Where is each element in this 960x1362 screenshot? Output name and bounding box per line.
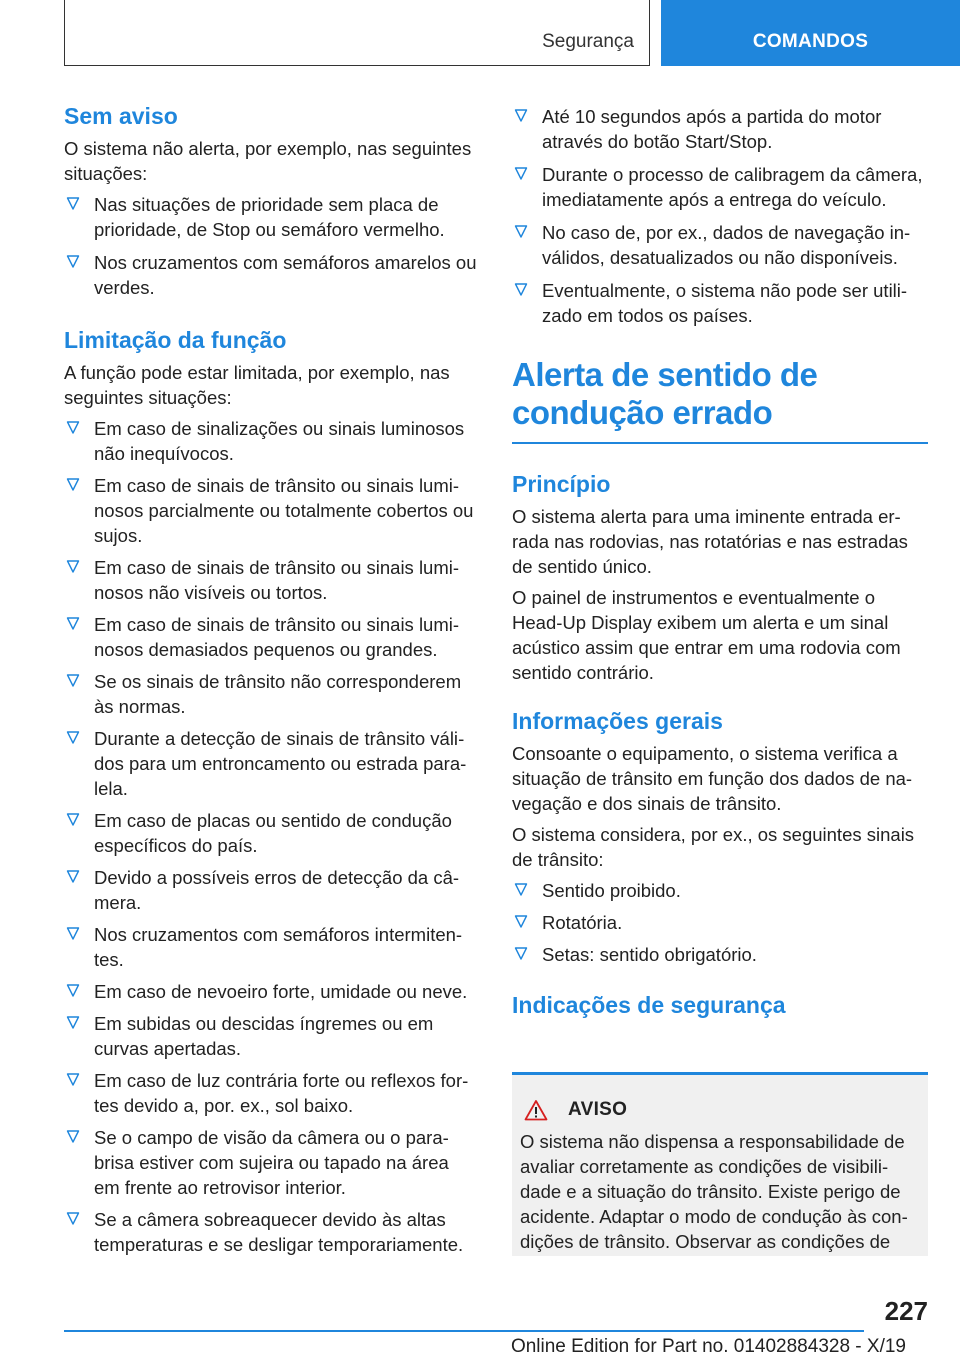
heading-limitacao: Limitação da função — [64, 327, 287, 353]
list-item — [64, 669, 478, 719]
list-item-text: Nos cruzamentos com semáforos amarelos ou verdes. — [94, 252, 477, 298]
main-heading: Alerta de sentido de condução errado — [512, 356, 818, 431]
list-item-text: Em caso de sinais de trânsito ou sinais luminosos parcialmente ou totalmente cobertos ou sujos. — [94, 475, 474, 546]
list-item — [64, 1207, 478, 1257]
triangle-bullet-icon — [514, 914, 528, 930]
sem-aviso-intro: O sistema não alerta, por exemplo, nas seguintes situações: — [64, 138, 472, 184]
principio-p2: O painel de instrumentos e eventualmente o Head-Up Display exibem um alerta e um sinal acústico assim que entrar em uma rodovia com sentido contrário. — [512, 586, 901, 683]
info-p1: Consoante o equipamento, o sistema verifica a situação de trânsito em função dos dados de navegação e dos sinais de trânsito. — [512, 742, 913, 814]
list-item — [64, 555, 478, 605]
heading-principio: Princípio — [512, 470, 611, 497]
triangle-bullet-icon — [66, 420, 80, 436]
sem-aviso-list — [64, 192, 478, 300]
triangle-bullet-icon — [66, 673, 80, 689]
right-column — [512, 100, 928, 1021]
list-item — [64, 726, 478, 801]
list-item — [512, 942, 928, 967]
header-section-title: Segurança — [542, 31, 634, 52]
list-item-text: Devido a possíveis erros de detecção da câmera. — [94, 867, 460, 913]
list-item-text: Se a câmera sobreaquecer devido às altas temperaturas e se desligar temporariamente. — [94, 1209, 464, 1255]
list-item — [512, 878, 928, 903]
triangle-bullet-icon — [66, 1072, 80, 1088]
footer-rule — [64, 1330, 864, 1332]
warning-triangle-icon — [524, 1099, 548, 1121]
list-item — [64, 473, 478, 548]
list-item — [64, 1068, 478, 1118]
heading-sem-aviso: Sem aviso — [64, 103, 178, 129]
limitacao-intro: A função pode estar limitada, por exemplo, nas seguintes situações: — [64, 362, 450, 408]
list-item-text: Em caso de sinalizações ou sinais luminosos não inequívocos. — [94, 418, 465, 464]
heading-seguranca: Indicações de segurança — [512, 991, 786, 1018]
triangle-bullet-icon — [66, 196, 80, 212]
footer-edition: Online Edition for Part no. 01402884328 - X/19 — [510, 1336, 906, 1357]
list-item-text: Em caso de luz contrária forte ou reflexos fortes devido a, por. ex., sol baixo. — [94, 1070, 469, 1116]
list-item-text: Durante a detecção de sinais de trânsito válidos para um entroncamento ou estrada paralela. — [94, 728, 467, 799]
list-item-text: Nas situações de prioridade sem placa de prioridade, de Stop ou semáforo vermelho. — [94, 194, 445, 240]
list-item — [64, 922, 478, 972]
triangle-bullet-icon — [66, 1211, 80, 1227]
list-item-text: Se o campo de visão da câmera ou o para-brisa estiver com sujeira ou tapado na área em frente ao retrovisor interior. — [94, 1127, 449, 1198]
info-p2: O sistema considera, por ex., os seguintes sinais de trânsito: — [512, 823, 915, 870]
header-chapter-tab: COMANDOS — [661, 0, 960, 66]
left-column — [64, 100, 478, 1257]
warning-title: AVISO — [568, 1099, 628, 1120]
list-item-text: Eventualmente, o sistema não pode ser utilizado em todos os países. — [542, 280, 908, 326]
triangle-bullet-icon — [514, 282, 528, 298]
triangle-bullet-icon — [514, 946, 528, 962]
triangle-bullet-icon — [66, 983, 80, 999]
list-item — [64, 416, 478, 466]
triangle-bullet-icon — [66, 616, 80, 632]
triangle-bullet-icon — [66, 1129, 80, 1145]
list-item — [64, 192, 478, 242]
warning-text: O sistema não dispensa a responsabilidade de avaliar corretamente as condições de visibilidade e a situação do trânsito. Existe perigo de acidente. Adaptar o modo de condução às condições de trânsito. Observar as condições de — [520, 1131, 908, 1252]
list-item — [64, 1125, 478, 1200]
list-item-text: Setas: sentido obrigatório. — [542, 943, 757, 965]
list-item-text: Nos cruzamentos com semáforos intermitentes. — [94, 924, 463, 970]
warning-box — [512, 1072, 928, 1256]
info-list — [512, 878, 928, 967]
list-item — [64, 808, 478, 858]
triangle-bullet-icon — [514, 108, 528, 124]
heading-info-gerais: Informações gerais — [512, 707, 723, 734]
limitacao-list — [64, 416, 478, 1257]
triangle-bullet-icon — [66, 1015, 80, 1031]
heading-rule — [512, 442, 928, 444]
list-item-text: Rotatória. — [542, 911, 623, 933]
list-item-text: Se os sinais de trânsito não corresponderem às normas. — [94, 671, 462, 717]
list-item — [64, 1011, 478, 1061]
list-item — [512, 162, 928, 212]
triangle-bullet-icon — [66, 254, 80, 270]
list-item-text: Em caso de sinais de trânsito ou sinais luminosos não visíveis ou tortos. — [94, 557, 460, 603]
list-item — [512, 104, 928, 154]
list-item-text: Em caso de placas ou sentido de condução específicos do país. — [94, 810, 452, 856]
principio-p1: O sistema alerta para uma iminente entrada errada nas rodovias, nas rotatórias e nas estradas de sentido único. — [512, 505, 908, 577]
triangle-bullet-icon — [66, 926, 80, 942]
list-item-text: Em subidas ou descidas íngremes ou em curvas apertadas. — [94, 1013, 434, 1059]
list-item — [512, 220, 928, 270]
list-item-text: Até 10 segundos após a partida do motor através do botão Start/Stop. — [542, 106, 882, 152]
triangle-bullet-icon — [66, 812, 80, 828]
triangle-bullet-icon — [66, 559, 80, 575]
triangle-bullet-icon — [66, 869, 80, 885]
list-item — [64, 612, 478, 662]
list-item — [64, 979, 478, 1004]
triangle-bullet-icon — [66, 477, 80, 493]
triangle-bullet-icon — [514, 166, 528, 182]
triangle-bullet-icon — [514, 224, 528, 240]
triangle-bullet-icon — [514, 882, 528, 898]
list-item-text: Sentido proibido. — [542, 879, 681, 901]
list-item-text: Em caso de nevoeiro forte, umidade ou neve. — [94, 981, 468, 1002]
continued-list — [512, 104, 928, 328]
page-number: 227 — [884, 1296, 928, 1326]
triangle-bullet-icon — [66, 730, 80, 746]
list-item — [512, 278, 928, 328]
list-item-text: No caso de, por ex., dados de navegação inválidos, desatualizados ou não disponíveis. — [542, 222, 911, 268]
list-item — [64, 250, 478, 300]
list-item-text: Em caso de sinais de trânsito ou sinais luminosos demasiados pequenos ou grandes. — [94, 614, 460, 660]
list-item — [512, 910, 928, 935]
list-item-text: Durante o processo de calibragem da câmera, imediatamente após a entrega do veículo. — [542, 164, 923, 210]
list-item — [64, 865, 478, 915]
